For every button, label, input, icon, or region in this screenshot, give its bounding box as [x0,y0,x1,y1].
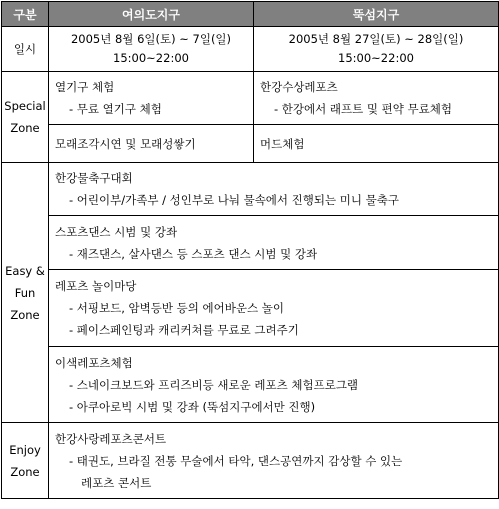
special-row-2 [2,125,499,163]
ttukseom-date: 2005년 8월 27일(토) ~ 28일(일) [288,32,464,46]
easyfun-block-4 [49,347,499,423]
enjoy-label-line1: Enjoy [9,442,41,457]
easyfun-label-line1: Easy & [5,263,45,278]
easyfun-block-1 [49,163,499,216]
water-sports-desc: - 한강에서 래프트 및 편약 무료체험 [274,102,452,116]
easyfun-row-3 [2,270,499,347]
yeouido-schedule [49,27,254,72]
water-sports-title: 한강수상레포츠 [260,80,338,94]
block-title: 레포츠 놀이마당 [55,279,137,293]
block-desc: - 스네이크보드와 프리즈비등 새로운 레포츠 체험프로그램 [69,377,359,392]
block-title: 이색레포츠체험 [55,355,133,370]
enjoy-block [49,423,499,499]
special-yeouido-sand: 모래조각시연 및 모래성쌓기 [49,125,254,163]
schedule-row [2,27,499,72]
special-zone-label [2,72,49,163]
block-title: 한강물축구대회 [55,171,133,185]
ttukseom-schedule [254,27,499,72]
schedule-label: 일시 [2,27,49,72]
yeouido-date: 2005년 8월 6일(토) ~ 7일(일) [70,32,232,46]
header-yeouido: 여의도지구 [49,2,254,27]
easyfun-block-3 [49,270,499,347]
special-yeouido-balloon [49,72,254,125]
block-desc-cont: 레포츠 콘서트 [81,475,152,490]
special-ttukseom-mud: 머드체험 [254,125,499,163]
balloon-desc: - 무료 열기구 체험 [69,102,162,116]
balloon-title: 열기구 체험 [55,80,115,94]
enjoy-label-line2: Zone [10,464,40,479]
header-row [2,2,499,27]
easyfun-row-4 [2,347,499,423]
block-desc: - 아쿠아로빅 시범 및 강좌 (뚝섬지구에서만 진행) [69,399,316,414]
enjoy-row [2,423,499,499]
enjoy-zone-label [2,423,49,499]
block-desc: - 서핑보드, 암벽등반 등의 에어바운스 놀이 [69,301,284,315]
header-category: 구분 [2,2,49,27]
block-desc: - 재즈댄스, 살사댄스 등 스포츠 댄스 시범 및 강좌 [69,246,318,261]
easyfun-row-1 [2,163,499,216]
easyfun-label-line2: Fun [14,285,36,300]
block-desc: - 어린이부/가족부 / 성인부로 나눠 물속에서 진행되는 미니 물축구 [69,193,399,207]
block-desc: - 페이스페인팅과 캐리커쳐를 무료로 그려주기 [69,323,299,337]
easyfun-zone-label [2,163,49,423]
yeouido-time: 15:00~22:00 [113,51,189,65]
block-desc: - 태권도, 브라질 전통 무술에서 타악, 댄스공연까지 감상할 수 있는 [69,453,403,468]
ttukseom-time: 15:00~22:00 [338,51,414,65]
special-ttukseom-water [254,72,499,125]
header-ttukseom: 뚝섬지구 [254,2,499,27]
special-label-line2: Zone [10,121,40,135]
block-title: 스포츠댄스 시범 및 강좌 [55,224,178,239]
block-title: 한강사랑레포츠콘서트 [55,431,167,446]
easyfun-label-line3: Zone [10,307,40,322]
special-label-line1: Special [4,99,46,113]
event-schedule-table [1,1,499,499]
easyfun-row-2 [2,216,499,270]
special-row-1 [2,72,499,125]
easyfun-block-2 [49,216,499,270]
